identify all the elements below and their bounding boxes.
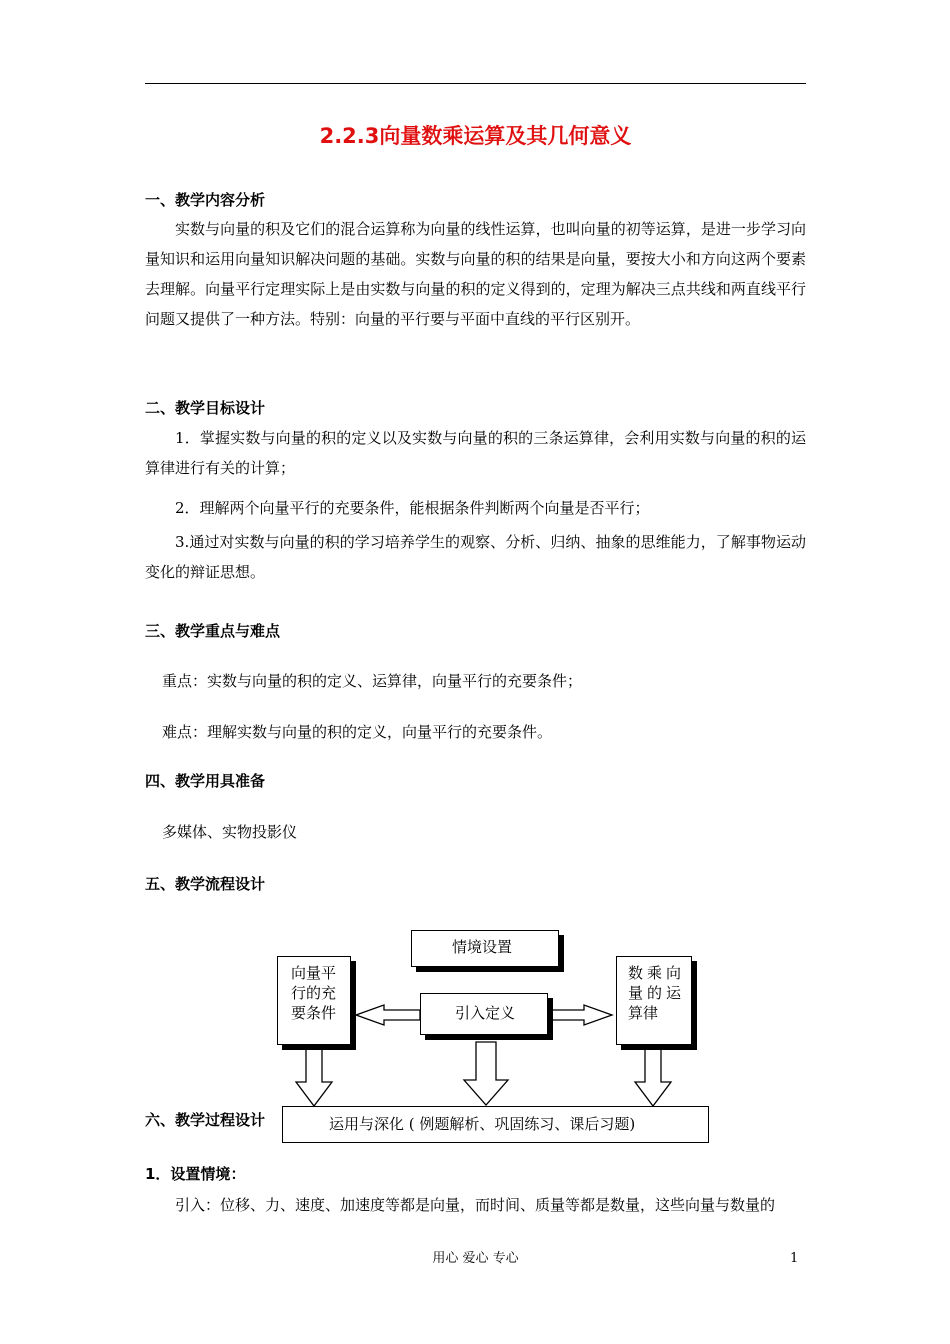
section-2-heading: 二、教学目标设计 <box>145 399 266 417</box>
flow-box-apply <box>282 1106 709 1143</box>
arrow-down-center <box>464 1042 508 1105</box>
tools-text: 多媒体、实物投影仪 <box>162 823 298 841</box>
difficult-point: 难点：理解实数与向量的积的定义，向量平行的充要条件。 <box>162 723 553 741</box>
flow-box-introduce <box>420 993 548 1035</box>
flow-laws-line-1: 数乘向 <box>628 964 686 982</box>
section-3-heading: 三、教学重点与难点 <box>145 622 281 640</box>
flow-parallel-line-3: 要条件 <box>291 1004 337 1022</box>
section-1-body: 实数与向量的积及它们的混合运算称为向量的线性运算，也叫向量的初等运算，是进一步学习向量知识和运用向量知识解决问题的基础。实数与向量的积的结果是向量，要按大小和方向这两个要素去理解。向量平行定理实际上是由实数与向量的积的定义得到的，定理为解决三点共线和两直线平行问题又提供了一种方法。特别：向量的平行要与平面中直线的平行区别开。 <box>145 220 806 328</box>
section-1-heading: 一、教学内容分析 <box>145 191 266 209</box>
subsection-setting-situation: 1．设置情境： <box>145 1165 246 1183</box>
footer-slogan: 用心 爱心 专心 <box>432 1251 519 1266</box>
section-4-heading: 四、教学用具准备 <box>145 772 266 790</box>
flow-parallel-line-1: 向量平 <box>291 964 337 982</box>
flow-apply-label: 运用与深化 ( 例题解析、巩固练习、课后习题) <box>329 1115 636 1133</box>
page-number: 1 <box>790 1251 799 1266</box>
flow-box-operation-laws <box>616 956 692 1045</box>
arrow-down-right <box>635 1048 671 1106</box>
arrow-down-left <box>296 1048 332 1106</box>
goal-3: 3.通过对实数与向量的积的学习培养学生的观察、分析、归纳、抽象的思维能力，了解事物运动变化的辩证思想。 <box>145 533 806 581</box>
goal-2: 2．理解两个向量平行的充要条件，能根据条件判断两个向量是否平行； <box>175 499 650 517</box>
arrow-left <box>356 1005 420 1025</box>
arrow-right <box>548 1005 612 1025</box>
section-5-heading: 五、教学流程设计 <box>145 875 266 893</box>
document-title: 2.2.3向量数乘运算及其几何意义 <box>319 124 632 148</box>
flow-situation-label: 情境设置 <box>452 938 513 956</box>
flow-box-parallel-condition <box>277 956 351 1045</box>
key-point: 重点：实数与向量的积的定义、运算律，向量平行的充要条件； <box>162 672 583 690</box>
flow-box-situation <box>411 930 559 967</box>
section-6-heading: 六、教学过程设计 <box>145 1111 266 1129</box>
flow-introduce-label: 引入定义 <box>455 1004 516 1022</box>
flow-parallel-line-2: 行的充 <box>291 984 337 1002</box>
goal-1: 1．掌握实数与向量的积的定义以及实数与向量的积的三条运算律，会利用实数与向量的积的运算律进行有关的计算； <box>145 429 806 477</box>
flow-laws-line-3: 算律 <box>628 1004 659 1022</box>
flow-laws-line-2: 量的运 <box>628 984 686 1002</box>
intro-text: 引入：位移、力、速度、加速度等都是向量，而时间、质量等都是数量，这些向量与数量的 <box>175 1196 776 1214</box>
